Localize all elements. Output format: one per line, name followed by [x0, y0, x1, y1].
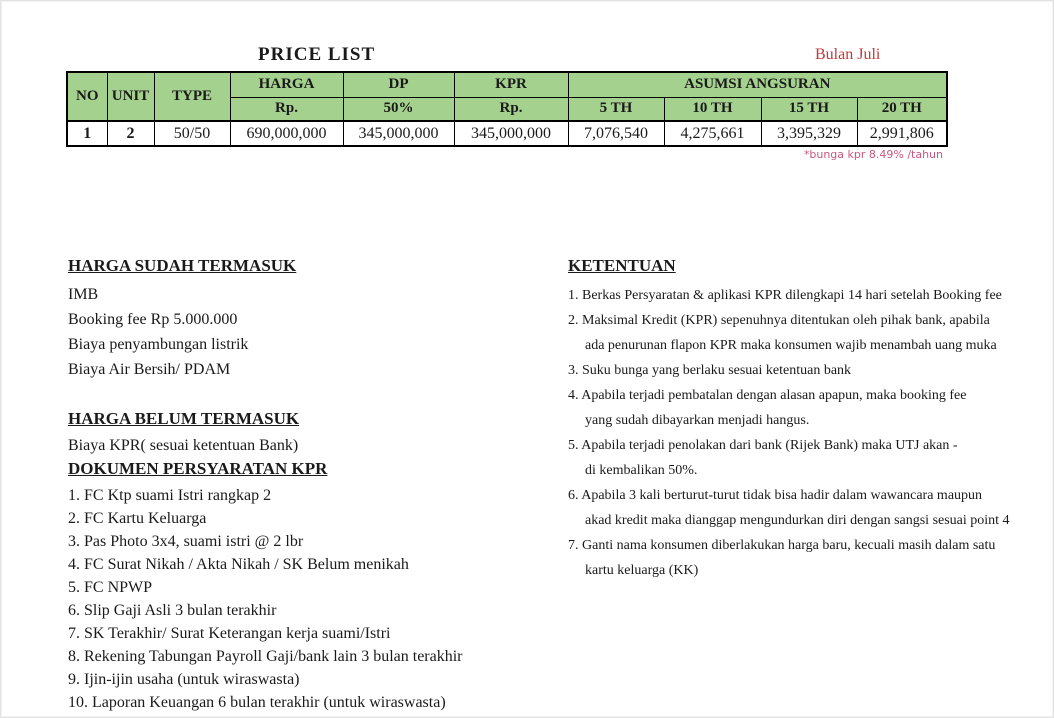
price-table	[66, 71, 948, 147]
section-title-dokumen-persyaratan-kpr: DOKUMEN PERSYARATAN KPR	[68, 459, 328, 478]
page-title: PRICE LIST	[258, 44, 376, 65]
document-requirement-item: 9. Ijin-ijin usaha (untuk wiraswasta)	[68, 671, 300, 688]
col-subheader-10th: 10 TH	[664, 97, 761, 121]
col-subheader-harga-rp: Rp.	[230, 97, 343, 121]
terms-item: 2. Maksimal Kredit (KPR) sepenuhnya ditentukan oleh pihak bank, apabila	[568, 313, 990, 328]
terms-item: 6. Apabila 3 kali berturut-turut tidak bisa hadir dalam wawancara maupun	[568, 488, 983, 503]
cell-angsuran-5th: 7,076,540	[568, 121, 664, 146]
cell-kpr: 345,000,000	[454, 121, 568, 146]
document-requirement-item: 6. Slip Gaji Asli 3 bulan terakhir	[68, 602, 277, 619]
document-requirement-item: 3. Pas Photo 3x4, suami istri @ 2 lbr	[68, 533, 304, 550]
terms-list	[568, 283, 1038, 583]
document-requirement-item: 10. Laporan Keuangan 6 bulan terakhir (untuk wiraswasta)	[68, 694, 446, 711]
col-subheader-dp-50: 50%	[343, 97, 454, 121]
document-requirement-item: 7. SK Terakhir/ Surat Keterangan kerja suami/Istri	[68, 625, 391, 642]
included-item: IMB	[68, 286, 99, 303]
section-title-harga-sudah-termasuk: HARGA SUDAH TERMASUK	[68, 256, 297, 275]
cell-harga: 690,000,000	[230, 121, 343, 146]
terms-item: kartu keluarga (KK)	[585, 563, 699, 578]
cell-unit: 2	[107, 121, 154, 146]
included-items-list	[68, 282, 558, 382]
cell-type: 50/50	[154, 121, 230, 146]
document-requirement-item: 5. FC NPWP	[68, 579, 153, 596]
cell-angsuran-15th: 3,395,329	[761, 121, 857, 146]
col-subheader-5th: 5 TH	[568, 97, 664, 121]
terms-item: 4. Apabila terjadi pembatalan dengan alasan apapun, maka booking fee	[568, 388, 967, 403]
col-header-kpr: KPR	[454, 72, 568, 97]
col-header-type: TYPE	[154, 72, 230, 121]
document-requirement-item: 8. Rekening Tabungan Payroll Gaji/bank lain 3 bulan terakhir	[68, 648, 463, 665]
cell-angsuran-20th: 2,991,806	[857, 121, 947, 146]
interest-rate-footnote: *bunga kpr 8.49% /tahun	[803, 148, 943, 161]
document-requirement-item: 2. FC Kartu Keluarga	[68, 510, 207, 527]
col-header-harga: HARGA	[230, 72, 343, 97]
terms-item: 3. Suku bunga yang berlaku sesuai ketentuan bank	[568, 363, 852, 378]
col-header-dp: DP	[343, 72, 454, 97]
terms-item: 7. Ganti nama konsumen diberlakukan harga baru, kecuali masih dalam satu	[568, 538, 996, 553]
section-title-ketentuan: KETENTUAN	[568, 256, 676, 275]
terms-item: di kembalikan 50%.	[585, 463, 698, 478]
col-subheader-kpr-rp: Rp.	[454, 97, 568, 121]
col-subheader-20th: 20 TH	[857, 97, 947, 121]
col-header-asumsi-angsuran: ASUMSI ANGSURAN	[568, 72, 947, 97]
included-item: Biaya Air Bersih/ PDAM	[68, 361, 231, 378]
month-label: Bulan Juli	[815, 46, 881, 63]
terms-item: 5. Apabila terjadi penolakan dari bank (Rijek Bank) maka UTJ akan -	[568, 438, 958, 453]
terms-item: yang sudah dibayarkan menjadi hangus.	[585, 413, 810, 428]
terms-item: ada penurunan flapon KPR maka konsumen wajib menambah uang muka	[585, 338, 997, 353]
document-requirement-item: 4. FC Surat Nikah / Akta Nikah / SK Belum menikah	[68, 556, 409, 573]
cell-no: 1	[67, 121, 107, 146]
col-header-no: NO	[67, 72, 107, 121]
section-title-harga-belum-termasuk: HARGA BELUM TERMASUK	[68, 409, 300, 428]
excluded-item: Biaya KPR( sesuai ketentuan Bank)	[68, 437, 299, 454]
cell-angsuran-10th: 4,275,661	[664, 121, 761, 146]
included-item: Biaya penyambungan listrik	[68, 336, 249, 353]
document-requirement-item: 1. FC Ktp suami Istri rangkap 2	[68, 487, 272, 504]
excluded-items-list	[68, 433, 558, 458]
document-requirements-list	[68, 484, 558, 714]
col-subheader-15th: 15 TH	[761, 97, 857, 121]
right-column	[568, 255, 1038, 583]
cell-dp: 345,000,000	[343, 121, 454, 146]
left-column	[68, 255, 558, 714]
table-row	[67, 121, 947, 146]
col-header-unit: UNIT	[107, 72, 154, 121]
terms-item: akad kredit maka dianggap mengundurkan diri dengan sangsi sesuai point 4	[585, 513, 1010, 528]
terms-item: 1. Berkas Persyaratan & aplikasi KPR dilengkapi 14 hari setelah Booking fee	[568, 288, 1002, 303]
included-item: Booking fee Rp 5.000.000	[68, 311, 238, 328]
